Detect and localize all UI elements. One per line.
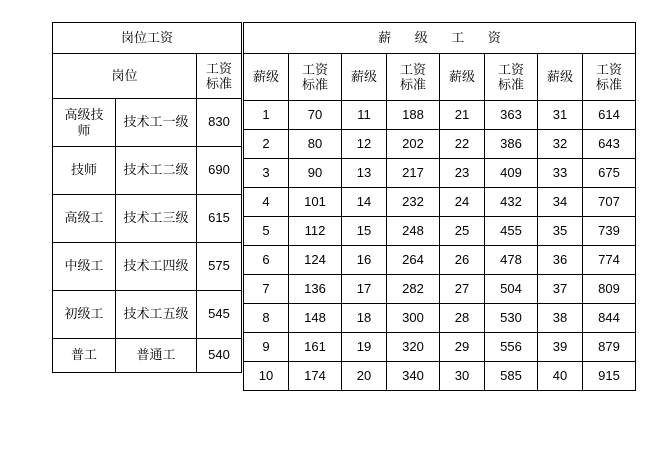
value-cell: 774 [583, 246, 636, 275]
value-cell: 80 [289, 130, 342, 159]
level-cell: 36 [538, 246, 583, 275]
table-row [244, 188, 636, 217]
level-cell: 14 [342, 188, 387, 217]
wage-cell: 615 [197, 195, 242, 243]
grade-cell: 普工 [53, 339, 116, 373]
value-cell: 707 [583, 188, 636, 217]
value-cell: 112 [289, 217, 342, 246]
level-cell: 34 [538, 188, 583, 217]
salary-level-table-container [243, 22, 636, 391]
table-row [244, 333, 636, 362]
value-cell: 188 [387, 101, 440, 130]
standard-header-line1: 工资 [497, 61, 524, 77]
table-row [53, 291, 242, 339]
level-cell: 28 [440, 304, 485, 333]
post-wage-table-container [52, 22, 242, 373]
level-cell: 20 [342, 362, 387, 391]
table-row [244, 246, 636, 275]
table-row [53, 99, 242, 147]
level-column-header-4: 薪级 [538, 54, 583, 101]
grade-cell: 中级工 [53, 243, 116, 291]
table-row [244, 159, 636, 188]
standard-header-line2: 标准 [301, 77, 328, 92]
level-cell: 19 [342, 333, 387, 362]
standard-column-header-1 [289, 54, 342, 101]
wage-standard-header-line1: 工资 [205, 60, 232, 76]
value-cell: 809 [583, 275, 636, 304]
level-cell: 11 [342, 101, 387, 130]
level-cell: 37 [538, 275, 583, 304]
value-cell: 340 [387, 362, 440, 391]
table-row [244, 304, 636, 333]
value-cell: 386 [485, 130, 538, 159]
standard-column-header-4 [583, 54, 636, 101]
value-cell: 282 [387, 275, 440, 304]
value-cell: 124 [289, 246, 342, 275]
value-cell: 70 [289, 101, 342, 130]
value-cell: 202 [387, 130, 440, 159]
level-cell: 7 [244, 275, 289, 304]
level-cell: 9 [244, 333, 289, 362]
salary-level-title-row [244, 23, 636, 54]
value-cell: 363 [485, 101, 538, 130]
salary-level-table [243, 22, 636, 391]
level-cell: 40 [538, 362, 583, 391]
skill-cell: 普通工 [116, 339, 197, 373]
level-cell: 10 [244, 362, 289, 391]
value-cell: 739 [583, 217, 636, 246]
salary-level-title [244, 23, 636, 54]
post-wage-table [52, 22, 242, 373]
level-cell: 4 [244, 188, 289, 217]
skill-cell: 技术工二级 [116, 147, 197, 195]
level-cell: 32 [538, 130, 583, 159]
value-cell: 643 [583, 130, 636, 159]
table-row [244, 275, 636, 304]
standard-header-line1: 工资 [301, 61, 328, 77]
value-cell: 300 [387, 304, 440, 333]
level-cell: 15 [342, 217, 387, 246]
level-cell: 5 [244, 217, 289, 246]
grade-label-line2: 师 [77, 122, 91, 138]
skill-cell: 技术工三级 [116, 195, 197, 243]
grade-cell: 初级工 [53, 291, 116, 339]
post-wage-title-row [53, 23, 242, 54]
level-cell: 17 [342, 275, 387, 304]
level-cell: 33 [538, 159, 583, 188]
value-cell: 675 [583, 159, 636, 188]
level-cell: 26 [440, 246, 485, 275]
value-cell: 432 [485, 188, 538, 217]
salary-level-title-text: 薪 级 工 资 [378, 29, 511, 45]
standard-header-line1: 工资 [595, 61, 622, 77]
level-cell: 8 [244, 304, 289, 333]
value-cell: 264 [387, 246, 440, 275]
level-cell: 3 [244, 159, 289, 188]
standard-column-header-2 [387, 54, 440, 101]
level-cell: 31 [538, 101, 583, 130]
level-cell: 16 [342, 246, 387, 275]
standard-header-line2: 标准 [399, 77, 426, 92]
level-column-header-1: 薪级 [244, 54, 289, 101]
level-column-header-2: 薪级 [342, 54, 387, 101]
standard-header-line2: 标准 [497, 77, 524, 92]
level-cell: 24 [440, 188, 485, 217]
standard-header-line1: 工资 [399, 61, 426, 77]
value-cell: 585 [485, 362, 538, 391]
table-row [53, 339, 242, 373]
level-cell: 23 [440, 159, 485, 188]
value-cell: 101 [289, 188, 342, 217]
value-cell: 556 [485, 333, 538, 362]
value-cell: 915 [583, 362, 636, 391]
level-cell: 13 [342, 159, 387, 188]
skill-cell: 技术工四级 [116, 243, 197, 291]
wage-cell: 545 [197, 291, 242, 339]
table-row [53, 147, 242, 195]
value-cell: 217 [387, 159, 440, 188]
level-cell: 22 [440, 130, 485, 159]
value-cell: 232 [387, 188, 440, 217]
level-cell: 27 [440, 275, 485, 304]
post-wage-title: 岗位工资 [53, 23, 242, 54]
skill-cell: 技术工五级 [116, 291, 197, 339]
value-cell: 478 [485, 246, 538, 275]
wage-cell: 690 [197, 147, 242, 195]
level-column-header-3: 薪级 [440, 54, 485, 101]
level-cell: 25 [440, 217, 485, 246]
level-cell: 30 [440, 362, 485, 391]
table-row [244, 101, 636, 130]
level-cell: 35 [538, 217, 583, 246]
value-cell: 174 [289, 362, 342, 391]
salary-level-header-row [244, 54, 636, 101]
level-cell: 29 [440, 333, 485, 362]
value-cell: 161 [289, 333, 342, 362]
standard-column-header-3 [485, 54, 538, 101]
grade-label-line1: 高级技 [64, 107, 104, 123]
value-cell: 320 [387, 333, 440, 362]
level-cell: 6 [244, 246, 289, 275]
standard-header-line2: 标准 [595, 77, 622, 92]
wage-standard-header-line2: 标准 [205, 76, 232, 91]
value-cell: 136 [289, 275, 342, 304]
grade-cell: 高级工 [53, 195, 116, 243]
level-cell: 12 [342, 130, 387, 159]
value-cell: 90 [289, 159, 342, 188]
skill-cell: 技术工一级 [116, 99, 197, 147]
value-cell: 879 [583, 333, 636, 362]
level-cell: 1 [244, 101, 289, 130]
wage-standard-column-header [197, 54, 242, 99]
value-cell: 530 [485, 304, 538, 333]
wage-cell: 540 [197, 339, 242, 373]
table-row [244, 130, 636, 159]
value-cell: 844 [583, 304, 636, 333]
value-cell: 248 [387, 217, 440, 246]
wage-cell: 830 [197, 99, 242, 147]
value-cell: 409 [485, 159, 538, 188]
level-cell: 18 [342, 304, 387, 333]
value-cell: 455 [485, 217, 538, 246]
value-cell: 504 [485, 275, 538, 304]
grade-cell: 技师 [53, 147, 116, 195]
level-cell: 38 [538, 304, 583, 333]
grade-cell [53, 99, 116, 147]
value-cell: 614 [583, 101, 636, 130]
table-row [244, 362, 636, 391]
table-row [53, 243, 242, 291]
wage-cell: 575 [197, 243, 242, 291]
table-row [53, 195, 242, 243]
level-cell: 21 [440, 101, 485, 130]
value-cell: 148 [289, 304, 342, 333]
level-cell: 2 [244, 130, 289, 159]
post-wage-header-row [53, 54, 242, 99]
post-column-header: 岗位 [53, 54, 197, 99]
level-cell: 39 [538, 333, 583, 362]
table-row [244, 217, 636, 246]
